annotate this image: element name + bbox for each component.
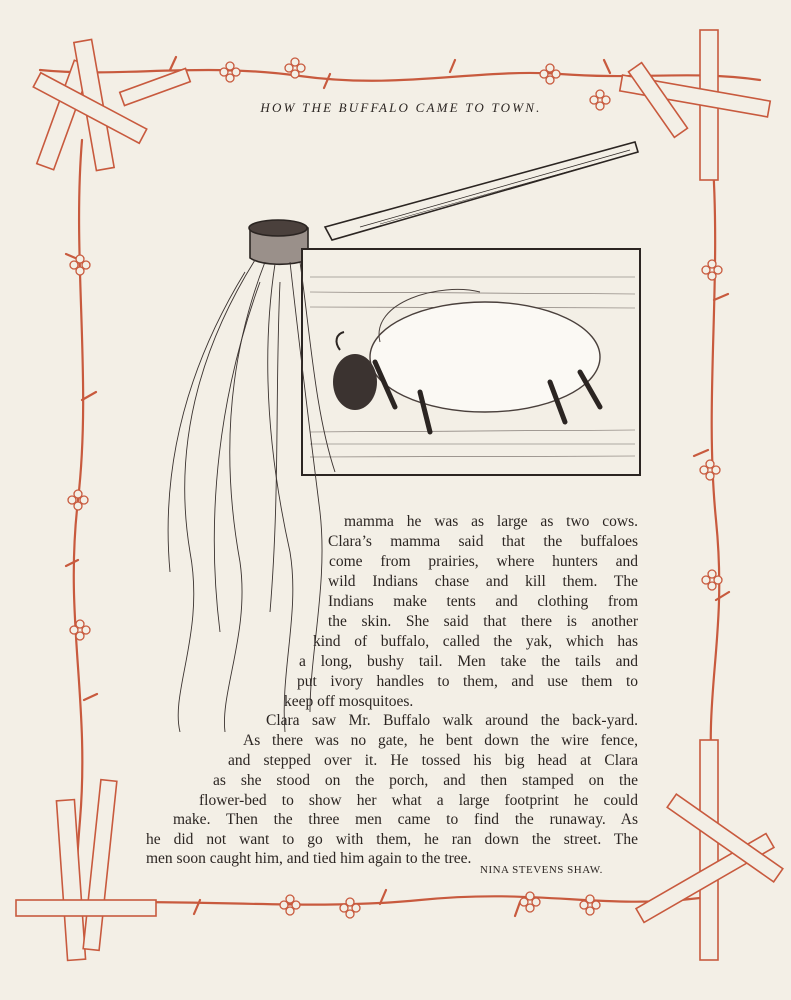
body-line: make. Then the three men came to find the runaway. As	[173, 811, 638, 828]
page-title: HOW THE BUFFALO CAME TO TOWN.	[260, 100, 542, 115]
body-line: he did not want to go with them, he ran down the street. The	[146, 831, 638, 848]
body-line: come from prairies, where hunters and	[329, 553, 638, 570]
body-line: flower-bed to show her what a large footprint he could	[199, 792, 638, 809]
body-line: Clara saw Mr. Buffalo walk around the back-yard.	[266, 712, 638, 729]
body-line: the skin. She said that there is another	[328, 613, 638, 630]
body-line: wild Indians chase and kill them. The	[328, 573, 638, 590]
body-line: men soon caught him, and tied him again to the tree.	[146, 850, 472, 867]
body-line: As there was no gate, he bent down the wire fence,	[243, 732, 638, 749]
body-line: Clara’s mamma said that the buffaloes	[328, 533, 638, 550]
body-line: mamma he was as large as two cows.	[344, 513, 638, 530]
body-line: kind of buffalo, called the yak, which has	[313, 633, 638, 650]
body-line: as she stood on the porch, and then stamped on the	[213, 772, 638, 789]
body-line: a long, bushy tail. Men take the tails and	[299, 653, 638, 670]
body-line: put ivory handles to them, and use them to	[297, 673, 638, 690]
body-line: Indians make tents and clothing from	[328, 593, 638, 610]
body-line: and stepped over it. He tossed his big head at Clara	[228, 752, 638, 769]
author-signature: NINA STEVENS SHAW.	[480, 864, 603, 876]
body-line: keep off mosquitoes.	[284, 693, 414, 710]
